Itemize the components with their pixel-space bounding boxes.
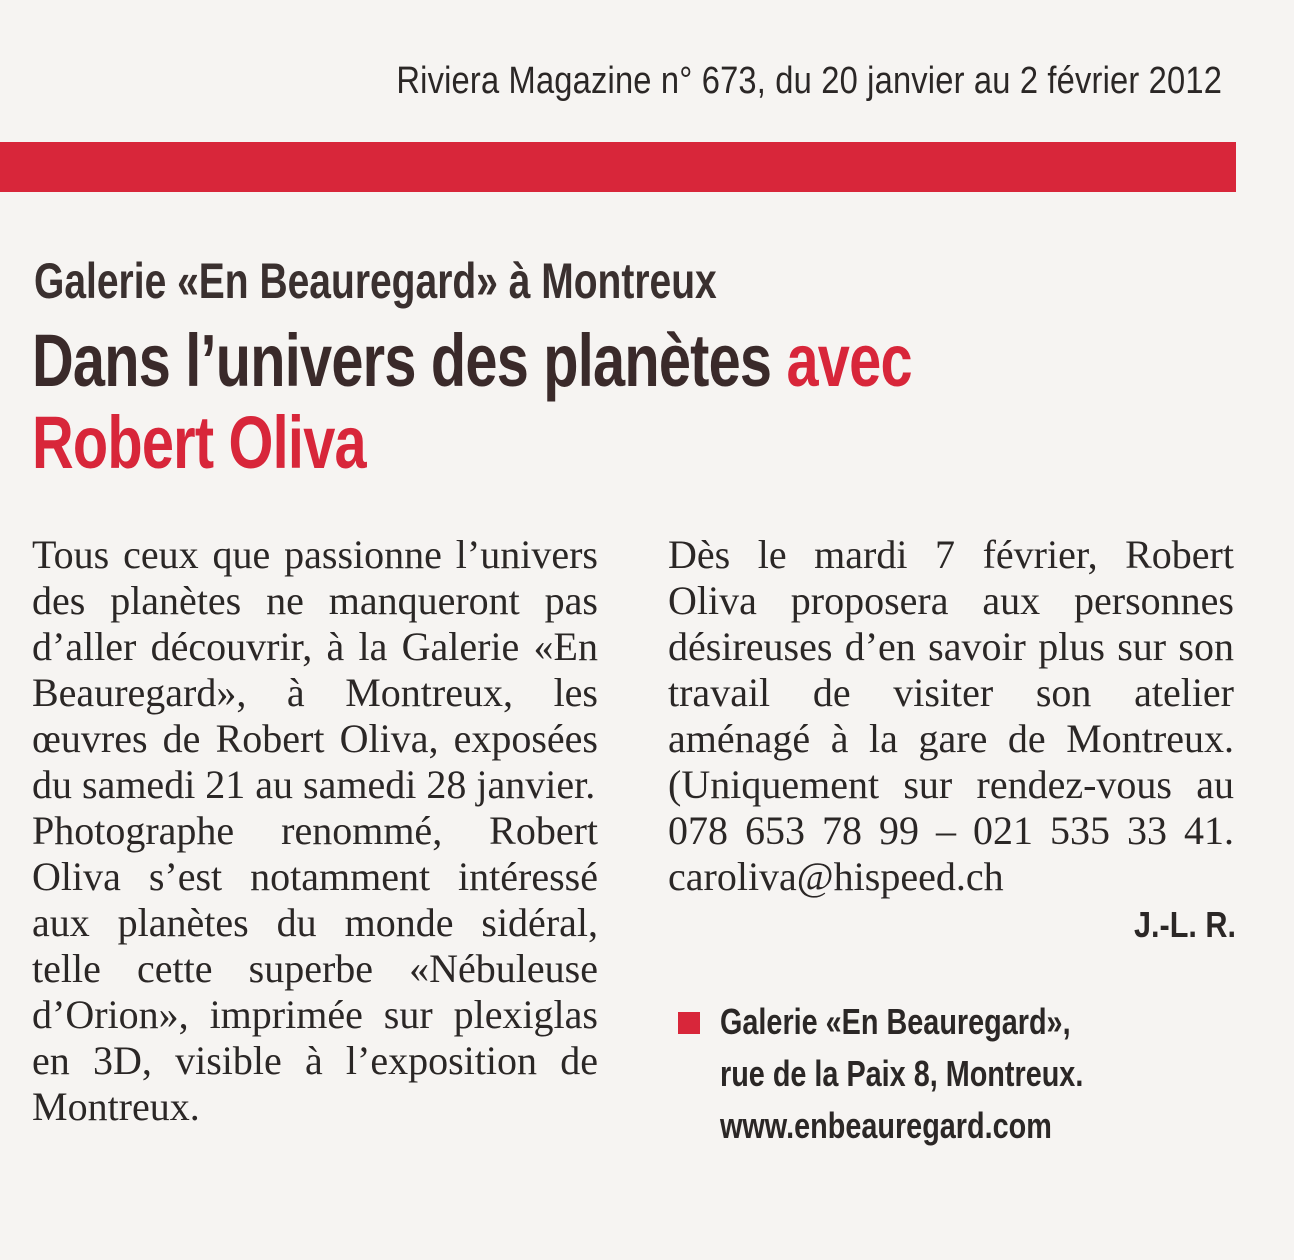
info-bullet-square	[678, 1012, 700, 1034]
headline-artist-name: Robert Oliva	[32, 401, 366, 484]
body-paragraph: Dès le mardi 7 février, Robert Oliva proposera aux personnes désireuses d’en savoir plus sur son travail de visiter son atelier aménagé à la gare de Montreux. (Uniquement sur rendez-vous au 078 653 78 99 – 021 535 33 41. caroliva@hispeed.ch	[668, 532, 1234, 899]
gallery-info-box	[720, 996, 1083, 1152]
gallery-address: rue de la Paix 8, Montreux.	[720, 1053, 1084, 1094]
body-column-right	[668, 532, 1234, 900]
gallery-website: www.enbeauregard.com	[720, 1105, 1052, 1146]
publication-masthead: Riviera Magazine n° 673, du 20 janvier au 2 février 2012	[396, 60, 1222, 102]
body-column-left	[32, 532, 598, 1130]
red-header-rule	[0, 142, 1236, 192]
headline-accent-avec: avec	[786, 319, 912, 402]
author-initials: J.-L. R.	[1133, 904, 1236, 945]
body-paragraph: Tous ceux que passionne l’univers des planètes ne manqueront pas d’aller découvrir, à la Galerie «En Beauregard», à Montreux, les œuvres de Robert Oliva, exposées du samedi 21 au samedi 28 janvier.	[32, 532, 598, 807]
headline-main: Dans l’univers des planètes	[32, 319, 787, 402]
article-headline	[32, 320, 912, 484]
article-kicker: Galerie «En Beauregard» à Montreux	[34, 253, 717, 309]
body-paragraph: Photographe renommé, Robert Oliva s’est notamment intéressé aux planètes du monde sidéral, telle cette superbe «Nébuleuse d’Orion», imprimée sur plexiglas en 3D, visible à l’exposition de Montreux.	[32, 808, 598, 1129]
gallery-name: Galerie «En Beauregard»,	[720, 1001, 1071, 1042]
